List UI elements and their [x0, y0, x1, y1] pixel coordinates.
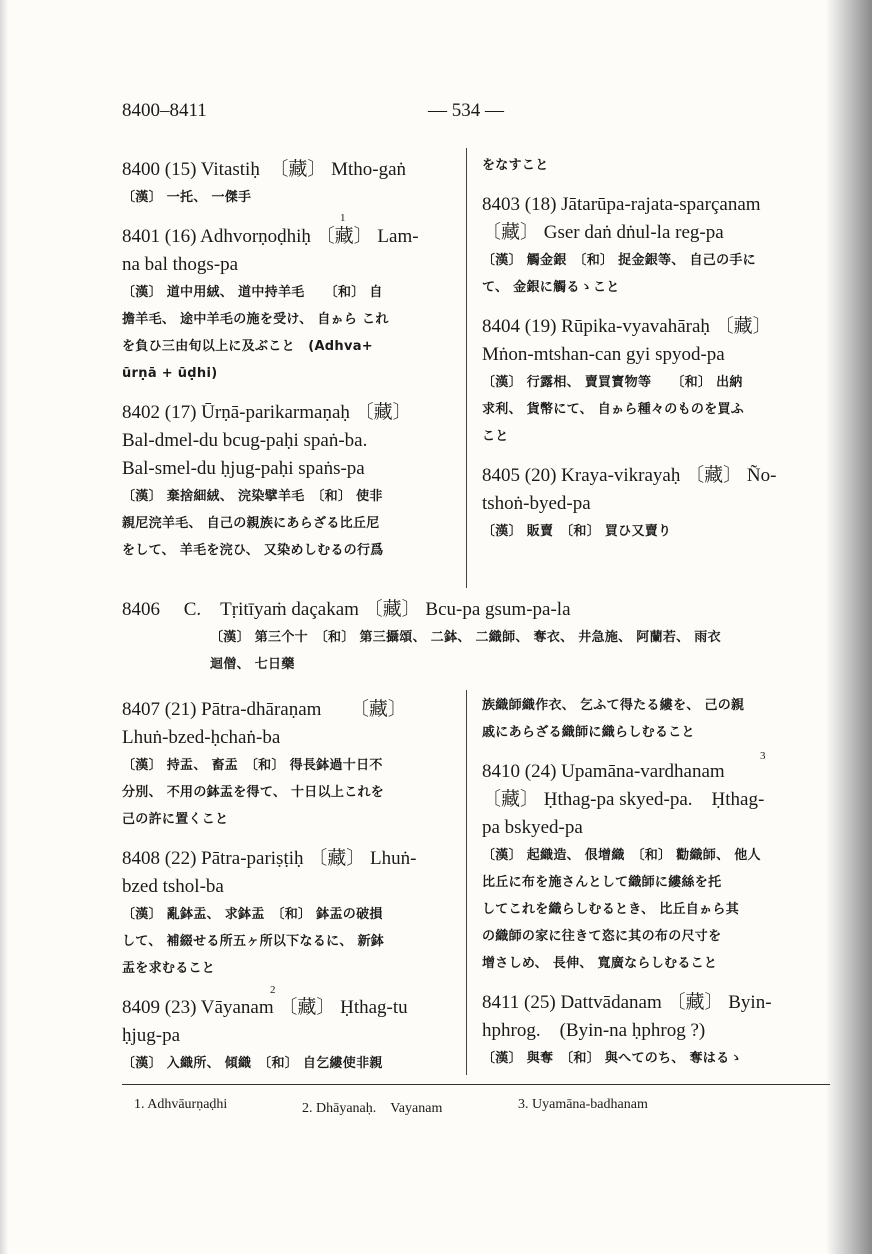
entry-heading: 8402 (17) Ūrṇā-parikarmaṇaḥ 〔藏〕: [122, 402, 412, 423]
entry-heading: 8405 (20) Kraya-vikrayaḥ 〔藏〕 Ño-: [482, 465, 777, 486]
entry-heading: 8406 C. Tṛitīyaṁ daçakam 〔藏〕 Bcu-pa gsum-pa-la: [122, 599, 571, 620]
entry-translation: 盂を求むること: [122, 961, 216, 976]
entry-heading: 8409 (23) Vāyanam 〔藏〕 Ḥthag-tu: [122, 997, 408, 1018]
entry-heading: 8403 (18) Jātarūpa-rajata-sparçanam: [482, 194, 761, 215]
entry-heading-cont: na bal thogs-pa: [122, 254, 239, 275]
entry-heading-cont: Mṅon-mtshan-can gyi spyod-pa: [482, 344, 725, 365]
footnote-rule: [122, 1084, 830, 1085]
entry-8404: [482, 313, 812, 450]
page-right-edge-shadow: [826, 0, 872, 1254]
entry-8400: [122, 156, 452, 211]
entry-8405: [482, 462, 812, 545]
entry-translation: て、 金銀に觸るゝこと: [482, 280, 620, 295]
entry-translation: 增さしめ、 長伸、 寬廣ならしむること: [482, 956, 718, 971]
entry-translation: 〔漢〕 觸金銀 〔和〕 捉金銀等、 自己の手に: [482, 253, 756, 268]
entry-heading-cont: Bal-smel-du ḥjug-paḥi spaṅs-pa: [122, 458, 365, 479]
entry-translation: を負ひ三由旬以上に及ぶこと (Adhva+: [122, 339, 374, 354]
column-divider-bottom: [466, 690, 467, 1075]
entry-translation: 族織師織作衣、 乞ふて得たる縷を、 己の親: [482, 698, 745, 713]
page-number: — 534 —: [428, 100, 504, 121]
entry-heading-cont: Lhuṅ-bzed-ḥchaṅ-ba: [122, 727, 281, 748]
entry-heading: 8407 (21) Pātra-dhāraṇam 〔藏〕: [122, 699, 407, 720]
entry-translation: 〔漢〕 入織所、 傾織 〔和〕 自乞縷使非親: [122, 1056, 383, 1071]
entry-translation: 〔漢〕 與奪 〔和〕 與へてのち、 奪はるゝ: [482, 1051, 743, 1066]
entry-8409-cont: [482, 692, 812, 746]
entry-translation: 求利、 貨幣にて、 自ゕら種々のものを買ふ: [482, 402, 745, 417]
page-left-shadow: [0, 0, 8, 1254]
entry-translation: の織師の家に往きて恣に其の布の尺寸を: [482, 929, 722, 944]
footnote-1: 1. Adhvāurṇaḍhi: [134, 1097, 228, 1112]
footnote-marker-1: 1: [340, 212, 346, 224]
entry-heading-cont: hphrog. (Byin-na ḥphrog ?): [482, 1020, 706, 1041]
entry-translation: 〔漢〕 一托、 一傑手: [122, 190, 252, 205]
entry-heading-cont: pa bskyed-pa: [482, 817, 583, 838]
entry-heading-cont: Bal-dmel-du bcug-paḥi spaṅ-ba.: [122, 430, 368, 451]
entry-heading: 8411 (25) Dattvādanam 〔藏〕 Byin-: [482, 992, 772, 1013]
entry-translation: 比丘に布を施さんとして織師に縷絲を托: [482, 875, 722, 890]
entry-8401: [122, 223, 452, 387]
entry-heading-cont: ḥjug-pa: [122, 1025, 181, 1046]
entry-8408: [122, 845, 452, 982]
entry-8402: [122, 399, 452, 564]
entry-heading: 8408 (22) Pātra-pariṣṭiḥ 〔藏〕 Lhuṅ-: [122, 848, 417, 869]
entry-translation: してこれを織らしむるとき、 比丘自ゕら其: [482, 902, 740, 917]
entry-etymology: ūrṇā + ūḍhi): [122, 366, 218, 381]
column-divider-top: [466, 148, 467, 588]
entry-heading-cont: bzed tshol-ba: [122, 876, 224, 897]
right-column-top: [482, 152, 812, 557]
entry-translation: 〔漢〕 販賣 〔和〕 買ひ又賣り: [482, 524, 672, 539]
footnote-marker-2: 2: [270, 984, 276, 996]
footnote-marker-3: 3: [760, 750, 766, 762]
entry-8407: [122, 696, 452, 833]
entry-8403: [482, 191, 812, 301]
entry-translation: をなすこと: [482, 158, 549, 173]
entry-range-header: 8400–8411: [122, 100, 207, 121]
entry-translation: 〔漢〕 起織造、 佷增織 〔和〕 勸織師、 他人: [482, 848, 761, 863]
entry-translation: 〔漢〕 道中用絨、 道中持羊毛 〔和〕 自: [122, 285, 383, 300]
entry-8411: [482, 989, 812, 1072]
left-column-bottom: [122, 696, 452, 1089]
entry-translation: 〔漢〕 第三个十 〔和〕 第三攝頌、 二鉢、 二織師、 奪衣、 井急施、 阿蘭若、 雨衣: [210, 630, 721, 645]
entry-heading: 8401 (16) Adhvorṇoḍhiḥ 〔藏〕 Lam-: [122, 226, 419, 247]
entry-heading: 8410 (24) Upamāna-vardhanam: [482, 761, 725, 782]
entry-heading-cont: tshoṅ-byed-pa: [482, 493, 591, 514]
left-column-top: [122, 156, 452, 576]
entry-translation: 己の許に置くこと: [122, 812, 229, 827]
entry-translation: 擔羊毛、 途中羊毛の施を受け、 自ゕら これ: [122, 312, 389, 327]
entry-translation: して、 補綴せる所五ヶ所以下なるに、 新鉢: [122, 934, 385, 949]
entry-heading: 8400 (15) Vitastiḥ 〔藏〕 Mtho-gaṅ: [122, 159, 407, 180]
entry-translation: 〔漢〕 行露相、 賣買寳物等 〔和〕 出納: [482, 375, 743, 390]
entry-translation: 〔漢〕 持盂、 畜盂 〔和〕 得長鉢過十日不: [122, 758, 383, 773]
entry-8410: [482, 758, 812, 977]
entry-heading-cont: 〔藏〕 Gser daṅ dṅul-la reg-pa: [482, 222, 724, 243]
entry-8402-cont: [482, 152, 812, 179]
entry-translation: をして、 羊毛を浣ひ、 又染めしむるの行爲: [122, 543, 384, 558]
entry-translation: 親尼浣羊毛、 自己の親族にあらざる比丘尼: [122, 516, 380, 531]
entry-heading-cont: 〔藏〕 Ḥthag-pa skyed-pa. Ḥthag-: [482, 789, 765, 810]
entry-translation: 〔漢〕 亂鉢盂、 求鉢盂 〔和〕 鉢盂の破損: [122, 907, 383, 922]
entry-translation: 戚にあらざる織師に織らしむること: [482, 725, 695, 740]
entry-translation: 迴僧、 七日藥: [210, 657, 295, 672]
entry-8406: [122, 596, 830, 678]
footnote-3: 3. Uyamāna-badhanam: [518, 1097, 648, 1112]
entry-translation: 〔漢〕 棄捨細絨、 浣染擘羊毛 〔和〕 使非: [122, 489, 383, 504]
footnote-2: 2. Dhāyanaḥ. Vayanam: [302, 1101, 443, 1116]
entry-translation: こと: [482, 429, 509, 444]
entry-heading: 8404 (19) Rūpika-vyavahāraḥ 〔藏〕: [482, 316, 772, 337]
entry-8409: [122, 994, 452, 1077]
entry-translation: 分別、 不用の鉢盂を得て、 十日以上これを: [122, 785, 385, 800]
